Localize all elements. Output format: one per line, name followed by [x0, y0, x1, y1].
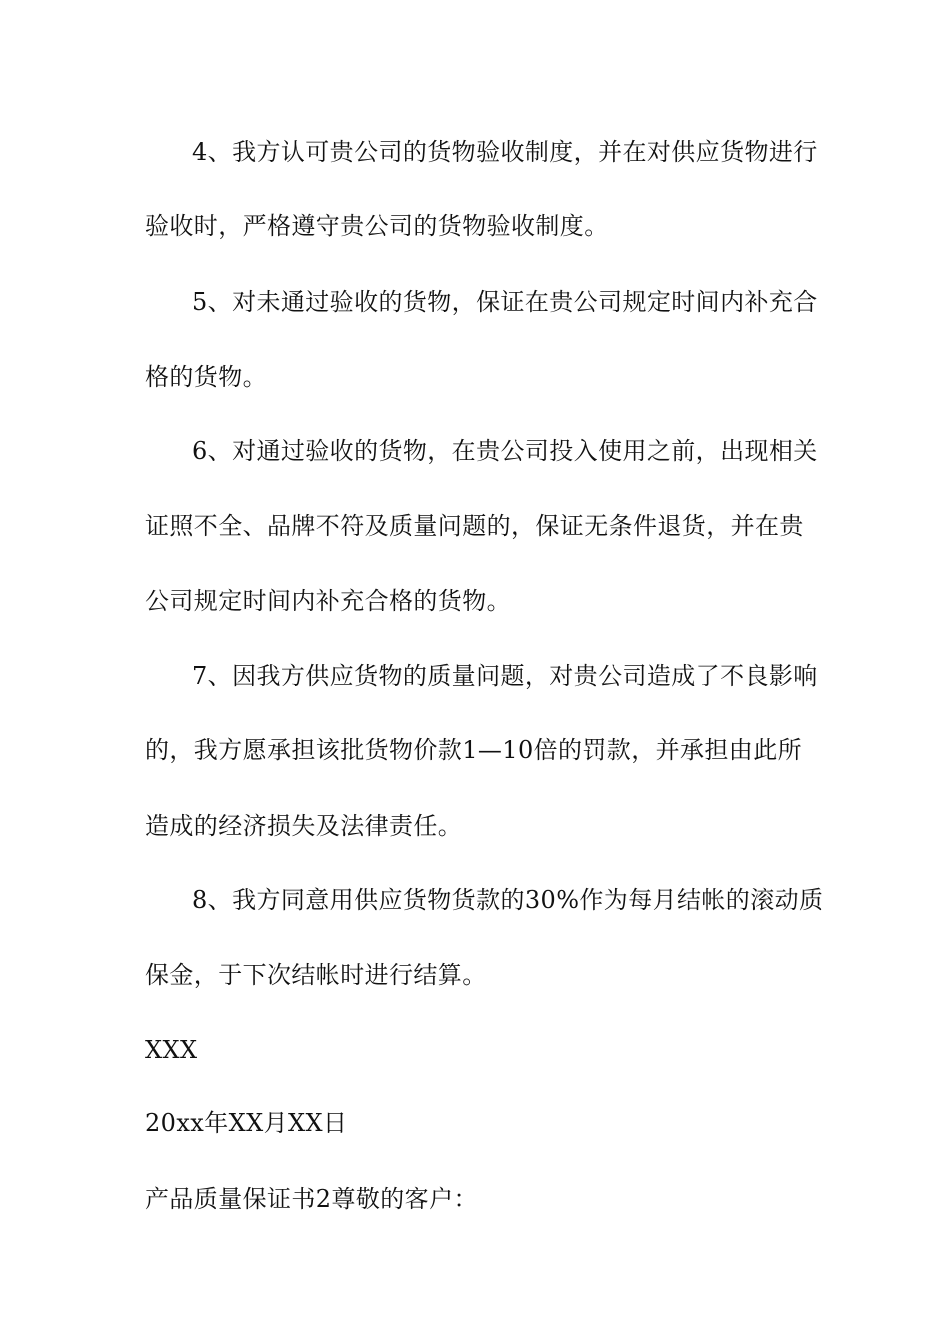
clause-6-line-1: 6、对通过验收的货物，在贵公司投入使用之前，出现相关 [192, 437, 818, 465]
clause-4-line-1: 4、我方认可贵公司的货物验收制度，并在对供应货物进行 [192, 138, 818, 166]
clause-6-line-2: 证照不全、品牌不符及质量问题的，保证无条件退货，并在贵 [145, 512, 804, 540]
signature: XXX [145, 1036, 198, 1064]
clause-7-line-3: 造成的经济损失及法律责任。 [145, 812, 463, 840]
clause-5-line-2: 格的货物。 [145, 363, 267, 391]
clause-7-line-2: 的，我方愿承担该批货物价款1—10倍的罚款，并承担由此所 [145, 736, 803, 764]
date: 20xx年XX月XX日 [145, 1109, 348, 1137]
clause-8-line-1: 8、我方同意用供应货物货款的30%作为每月结帐的滚动质 [192, 886, 824, 914]
clause-8-line-2: 保金，于下次结帐时进行结算。 [145, 961, 487, 989]
next-heading: 产品质量保证书2尊敬的客户： [145, 1185, 478, 1213]
clause-4-line-2: 验收时，严格遵守贵公司的货物验收制度。 [145, 212, 609, 240]
clause-7-line-1: 7、因我方供应货物的质量问题，对贵公司造成了不良影响 [192, 662, 818, 690]
clause-5-line-1: 5、对未通过验收的货物，保证在贵公司规定时间内补充合 [192, 288, 818, 316]
clause-6-line-3: 公司规定时间内补充合格的货物。 [145, 587, 511, 615]
